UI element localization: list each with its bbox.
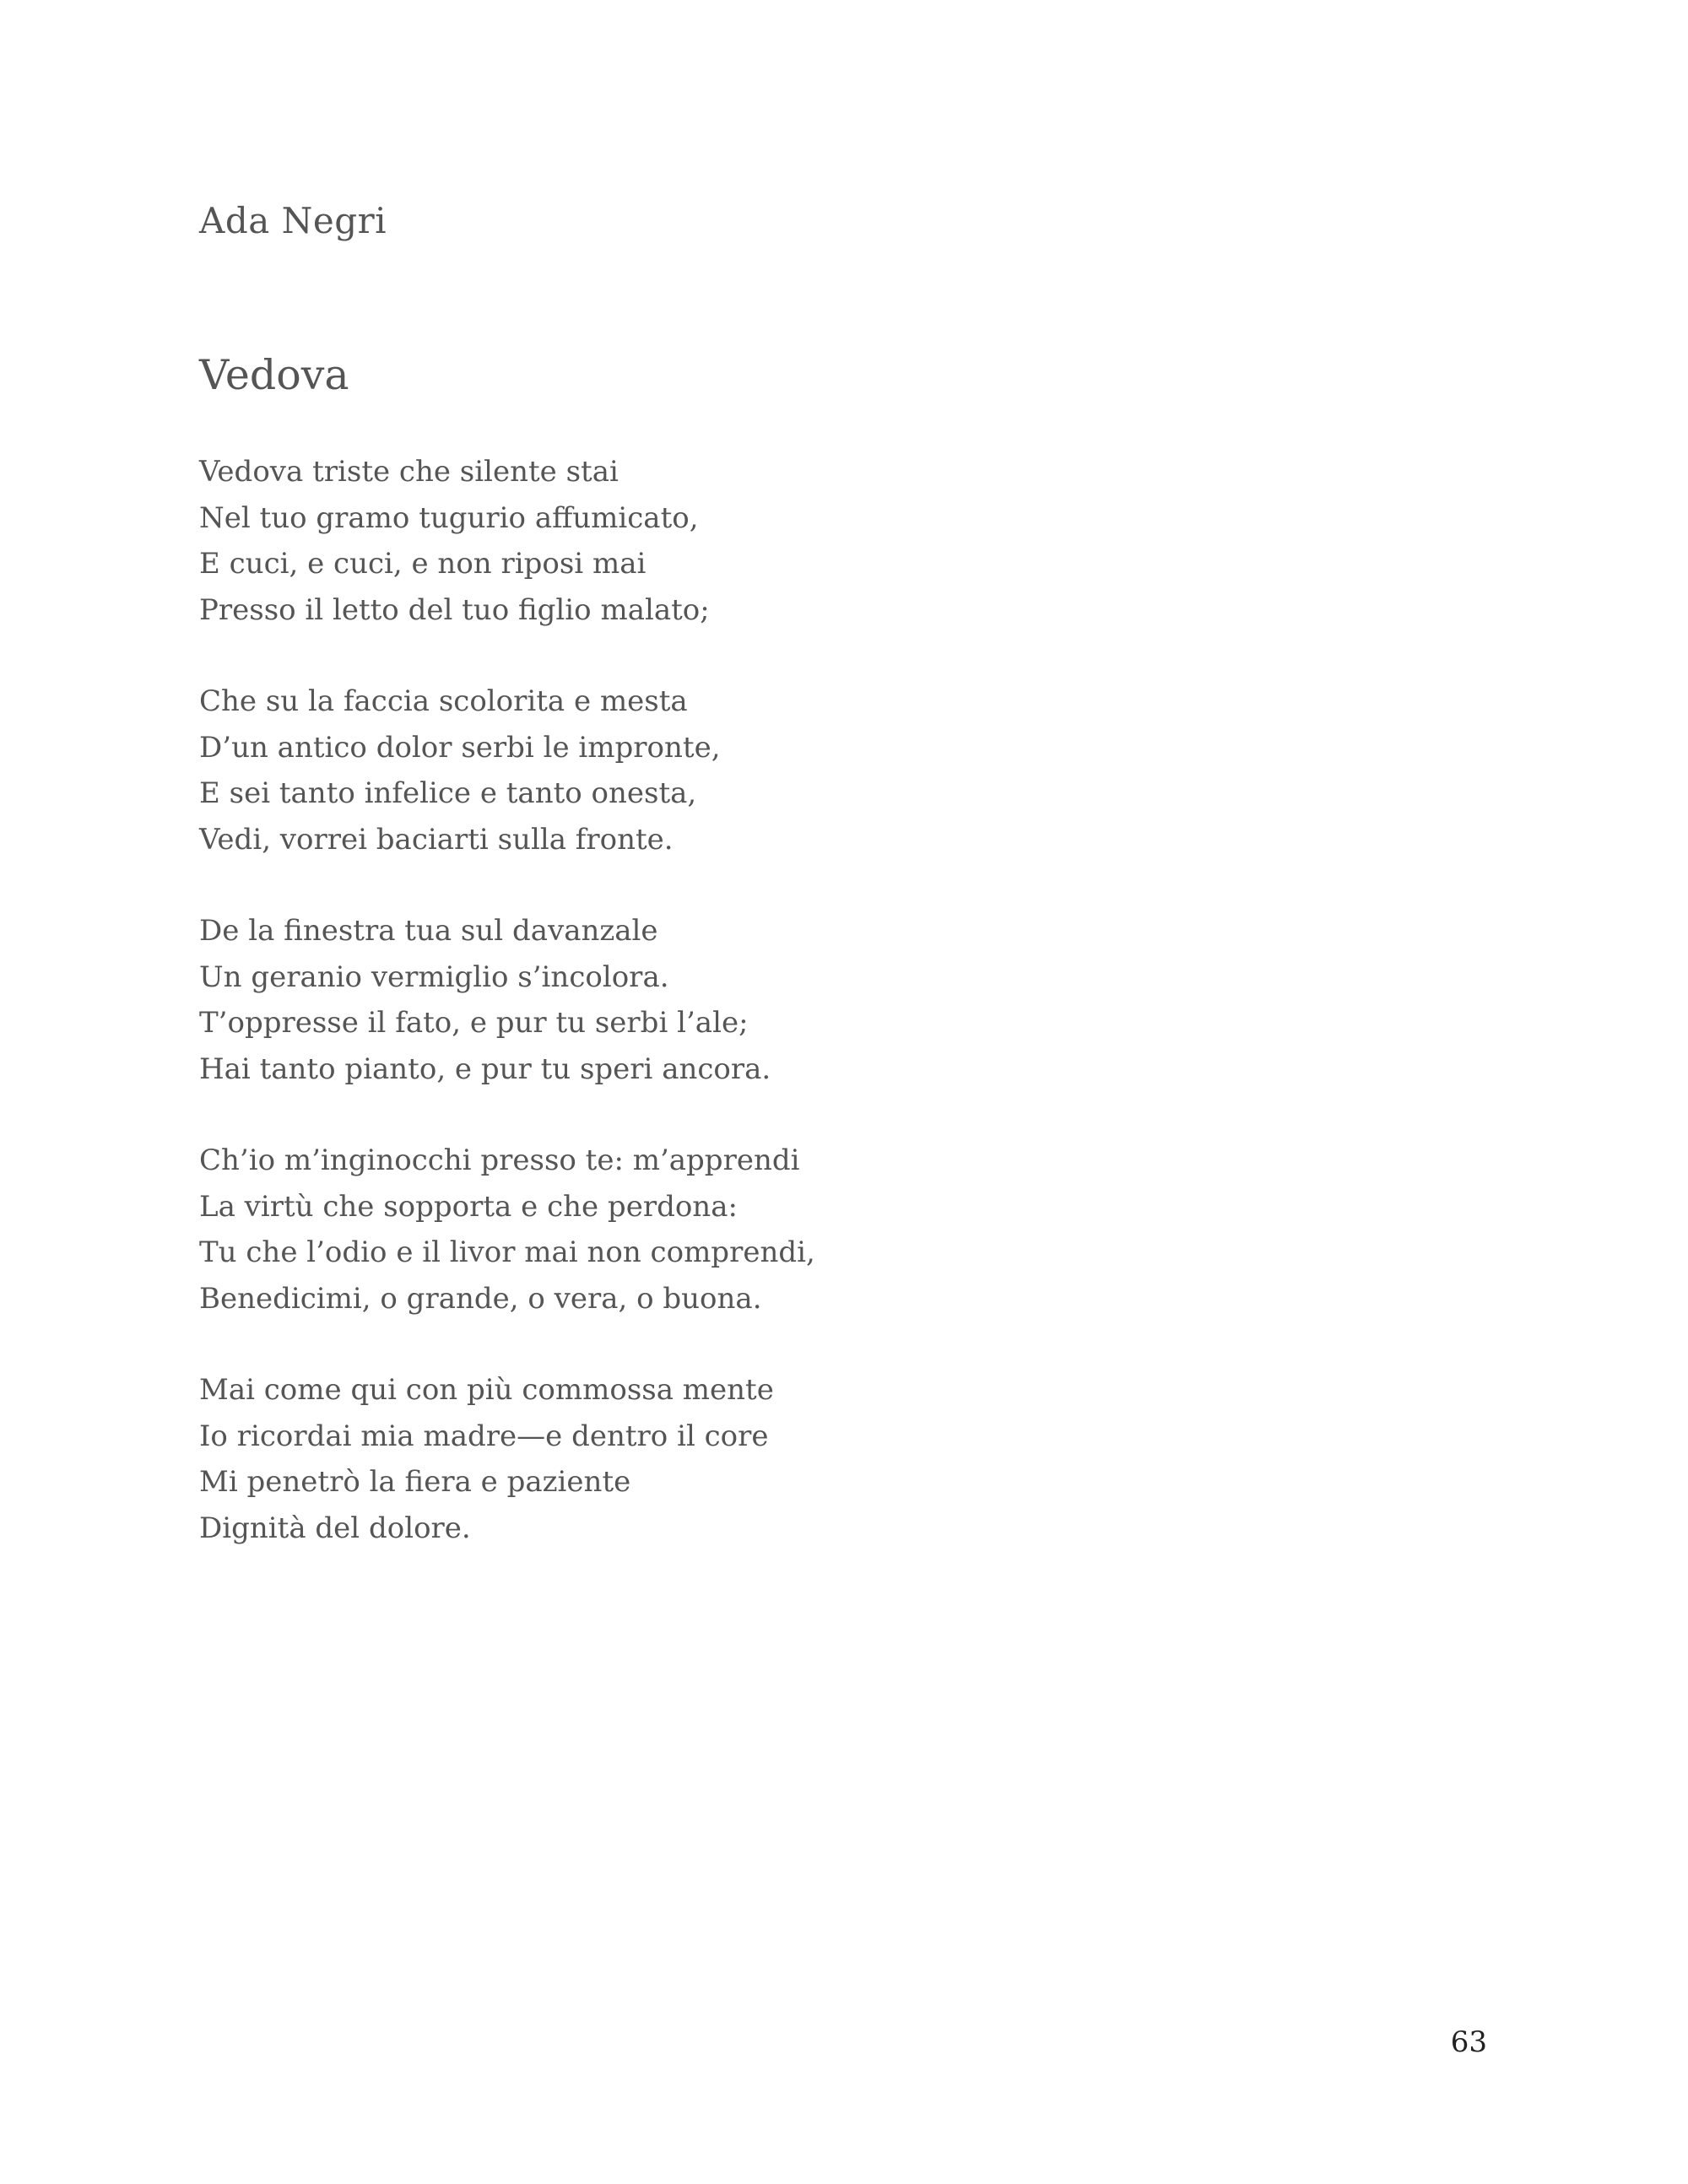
stanza — [199, 678, 1381, 862]
author-name: Ada Negri — [199, 200, 387, 241]
stanza — [199, 449, 1381, 633]
poem-line: E sei tanto infelice e tanto onesta, — [199, 776, 697, 810]
poem-line: E cuci, e cuci, e non riposi mai — [199, 547, 647, 581]
poem-line: Hai tanto pianto, e pur tu speri ancora. — [199, 1051, 771, 1086]
poem-line: Che su la faccia scolorita e mesta — [199, 684, 688, 718]
poem-line: Vedi, vorrei baciarti sulla fronte. — [199, 822, 674, 857]
page-number: 63 — [1450, 2025, 1487, 2059]
poem-line: Dignità del dolore. — [199, 1511, 471, 1545]
poem-line: Tu che l’odio e il livor mai non comprendi, — [199, 1235, 815, 1269]
poem-title: Vedova — [199, 351, 349, 399]
poem-line: Presso il letto del tuo figlio malato; — [199, 592, 710, 627]
poem-body — [199, 449, 1381, 1597]
poem-line: Benedicimi, o grande, o vera, o buona. — [199, 1281, 762, 1316]
poem-line: Mai come qui con più commossa mente — [199, 1373, 774, 1407]
poem-line: De la finestra tua sul davanzale — [199, 914, 658, 948]
poem-line: Io ricordai mia madre—e dentro il core — [199, 1419, 769, 1453]
stanza — [199, 1367, 1381, 1551]
poem-line: Un geranio vermiglio s’incolora. — [199, 960, 669, 994]
stanza — [199, 908, 1381, 1092]
poem-line: Mi penetrò la fiera e paziente — [199, 1465, 631, 1499]
poem-line: La virtù che sopporta e che perdona: — [199, 1189, 738, 1224]
poem-line: Ch’io m’inginocchi presso te: m’apprendi — [199, 1143, 800, 1177]
poem-line: D’un antico dolor serbi le impronte, — [199, 730, 721, 765]
poem-line: Nel tuo gramo tugurio affumicato, — [199, 500, 699, 535]
poem-line: T’oppresse il fato, e pur tu serbi l’ale; — [199, 1006, 749, 1040]
stanza — [199, 1138, 1381, 1322]
poem-line: Vedova triste che silente stai — [199, 455, 619, 489]
